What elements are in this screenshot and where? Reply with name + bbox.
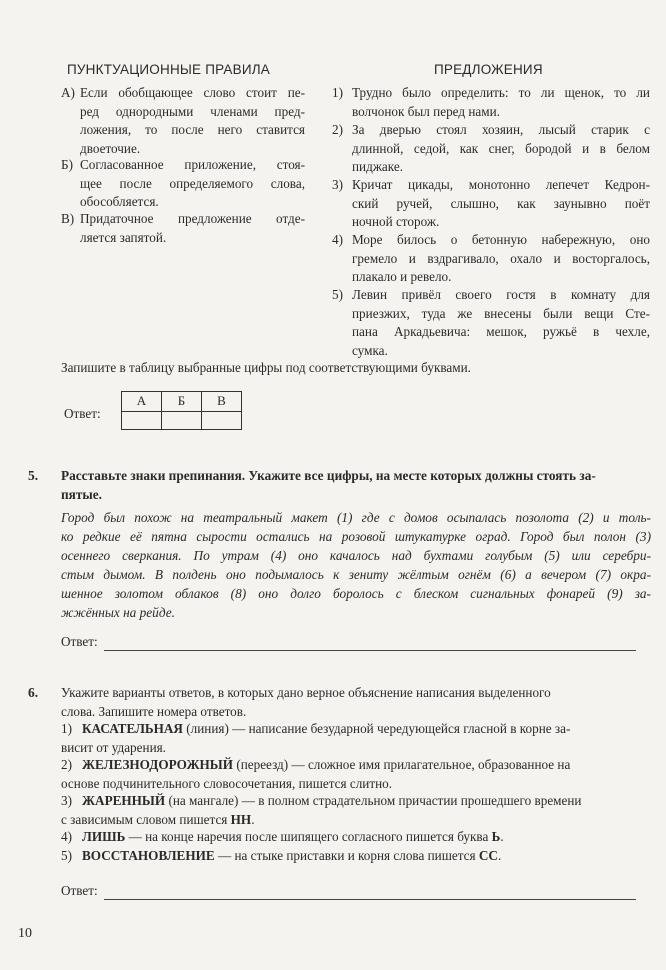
option-highlight: СС xyxy=(478,848,498,863)
sentence-line: длинной, седой, как снег, бородой и в белом xyxy=(352,140,650,156)
option-number: 2) xyxy=(61,757,72,772)
option-word: ЛИШЬ xyxy=(82,829,126,844)
rule-b xyxy=(61,156,305,212)
sentence-line: плакало и ревело. xyxy=(352,269,452,285)
option-note: (на мангале) xyxy=(165,793,239,808)
sentence-line: Кричат цикады, монотонно лепечет Кедрон- xyxy=(352,177,650,192)
answer-table-header: А xyxy=(122,392,162,412)
sentence-line: Море билось о бетонную набережную, оно xyxy=(352,232,650,247)
answer-table xyxy=(121,391,242,430)
option-word: ЖАРЕННЫЙ xyxy=(82,793,166,808)
option-number: 4) xyxy=(61,829,72,844)
option-explanation: — на стыке приставки и корня слова пишется xyxy=(214,848,479,863)
sentence-number: 3) xyxy=(332,177,343,192)
sentence-line: ский ручей, слышно, как заунывно поёт xyxy=(352,195,650,211)
rule-letter: Б) xyxy=(61,157,73,172)
answer-cell-v[interactable] xyxy=(202,411,242,429)
sentence-line: гремело и вздрагивало, охало и восторгалось, xyxy=(352,250,650,266)
task-5-text-line: осеннего сверкания. По утрам (4) оно качалось над бухтами голубым (5) или серебри- xyxy=(61,548,651,564)
option-word: ВОССТАНОВЛЕНИЕ xyxy=(82,848,215,863)
option-explanation: — сложное имя прилагательное, образованное на xyxy=(288,757,571,772)
task-5-text-line: шенное золотом облаков (8) оно долго боролось с блеском сигнальных фонарей (9) за- xyxy=(61,586,651,602)
sentence-line: волчонок был перед нами. xyxy=(352,103,500,119)
rule-line: ляется запятой. xyxy=(80,229,167,245)
answer-cell-a[interactable] xyxy=(122,411,162,429)
option-note: (линия) xyxy=(182,721,229,736)
task-5-text-line: жжённых на рейде. xyxy=(61,605,175,621)
sentence-number: 5) xyxy=(332,287,343,302)
table-instruction: Запишите в таблицу выбранные цифры под соответствующими буквами. xyxy=(61,360,471,375)
rules-heading: ПУНКТУАЦИОННЫЕ ПРАВИЛА xyxy=(67,62,270,77)
answer-table-header: В xyxy=(202,392,242,412)
option-explanation: — в полном страдательном причастии прошедшего времени xyxy=(238,793,582,808)
task-6-prompt-line: Укажите варианты ответов, в которых дано верное объяснение написания выделенного xyxy=(61,685,551,700)
rule-letter: В) xyxy=(61,211,75,226)
task-5-prompt-line: Расставьте знаки препинания. Укажите все цифры, на месте которых должны стоять за- xyxy=(61,468,596,483)
sentence-number: 1) xyxy=(332,85,343,100)
rule-line: обособляется. xyxy=(80,194,159,210)
rule-line: Придаточное предложение отде- xyxy=(80,211,305,226)
rule-v xyxy=(61,210,305,248)
sentence-line: приезжих, туда же внесены были вещи Сте- xyxy=(352,305,650,321)
sentence-number: 4) xyxy=(332,232,343,247)
sentence-line: За дверью стоял хозяин, лысый старик с xyxy=(352,122,650,137)
task-5-prompt-line: пятые. xyxy=(61,486,102,502)
rule-line: ложения, то после него ставится xyxy=(80,122,305,138)
option-highlight: Ь xyxy=(491,829,501,844)
sentences-heading: ПРЕДЛОЖЕНИЯ xyxy=(434,62,543,77)
sentence-line: пана Аркадьевича: мешок, ружьё в чехле, xyxy=(352,324,650,340)
task-6-prompt-line: слова. Запишите номера ответов. xyxy=(61,703,247,719)
option-explanation: — написание безударной чередующейся гласной в корне за- xyxy=(228,721,571,736)
option-note: (переезд) xyxy=(233,757,289,772)
task-5-text xyxy=(61,508,651,623)
task-6-answer-label: Ответ: xyxy=(61,883,98,898)
option-highlight: НН xyxy=(230,811,252,827)
sentence-line: пиджаке. xyxy=(352,159,404,175)
option-word: КАСАТЕЛЬНАЯ xyxy=(82,721,183,736)
rule-line: ред однородными членами пред- xyxy=(80,103,305,119)
option-explanation: основе подчинительного словосочетания, пишется слитно. xyxy=(61,775,393,791)
task-6-number: 6. xyxy=(28,685,39,700)
task-6-answer-line[interactable] xyxy=(104,899,636,900)
task-5-text-line: стым дымом. В полдень оно подымалось к зениту жёлтым огнём (6) а вечером (7) окра- xyxy=(61,567,651,583)
option-word: ЖЕЛЕЗНОДОРОЖНЫЙ xyxy=(82,757,234,772)
answer-label: Ответ: xyxy=(64,406,101,421)
sentence-number: 2) xyxy=(332,122,343,137)
option-number: 1) xyxy=(61,721,72,736)
sentence-line: сумка. xyxy=(352,342,388,358)
sentence-line: Трудно было определить: то ли щенок, то ли xyxy=(352,85,650,100)
option-tail: . xyxy=(251,811,255,827)
option-explanation: с зависимым словом пишется xyxy=(61,811,231,827)
sentence-line: ночной сторож. xyxy=(352,214,440,230)
option-number: 5) xyxy=(61,848,72,863)
task-5-answer-line[interactable] xyxy=(104,650,636,651)
rule-line: Согласованное приложение, стоя- xyxy=(80,157,305,172)
task-5-text-line: ко редкие её пятна сырости остались на розовой штукатурке оград. Город был полон (3) xyxy=(61,529,651,545)
answer-table-header: Б xyxy=(162,392,202,412)
rule-letter: А) xyxy=(61,85,75,100)
option-tail: . xyxy=(497,848,502,863)
task-6-prompt xyxy=(61,684,651,721)
option-explanation: — на конце наречия после шипящего согласного пишется буква xyxy=(125,829,492,844)
rule-line: Если обобщающее слово стоит пе- xyxy=(80,85,305,100)
option-number: 3) xyxy=(61,793,72,808)
option-explanation: висит от ударения. xyxy=(61,739,166,755)
task-5-answer-label: Ответ: xyxy=(61,634,98,649)
rule-a xyxy=(61,84,305,158)
option-tail: . xyxy=(500,829,504,844)
answer-cell-b[interactable] xyxy=(162,411,202,429)
rule-line: двоеточие. xyxy=(80,140,141,156)
page-number: 10 xyxy=(18,926,32,941)
task-5-prompt xyxy=(61,467,651,504)
task-5-number: 5. xyxy=(28,468,39,483)
sentence-line: Левин привёл своего гостя в комнату для xyxy=(352,287,650,302)
task-5-text-line: Город был похож на театральный макет (1) где с домов осыпалась позолота (2) и толь- xyxy=(61,510,651,525)
rule-line: щее после определяемого слова, xyxy=(80,175,305,191)
